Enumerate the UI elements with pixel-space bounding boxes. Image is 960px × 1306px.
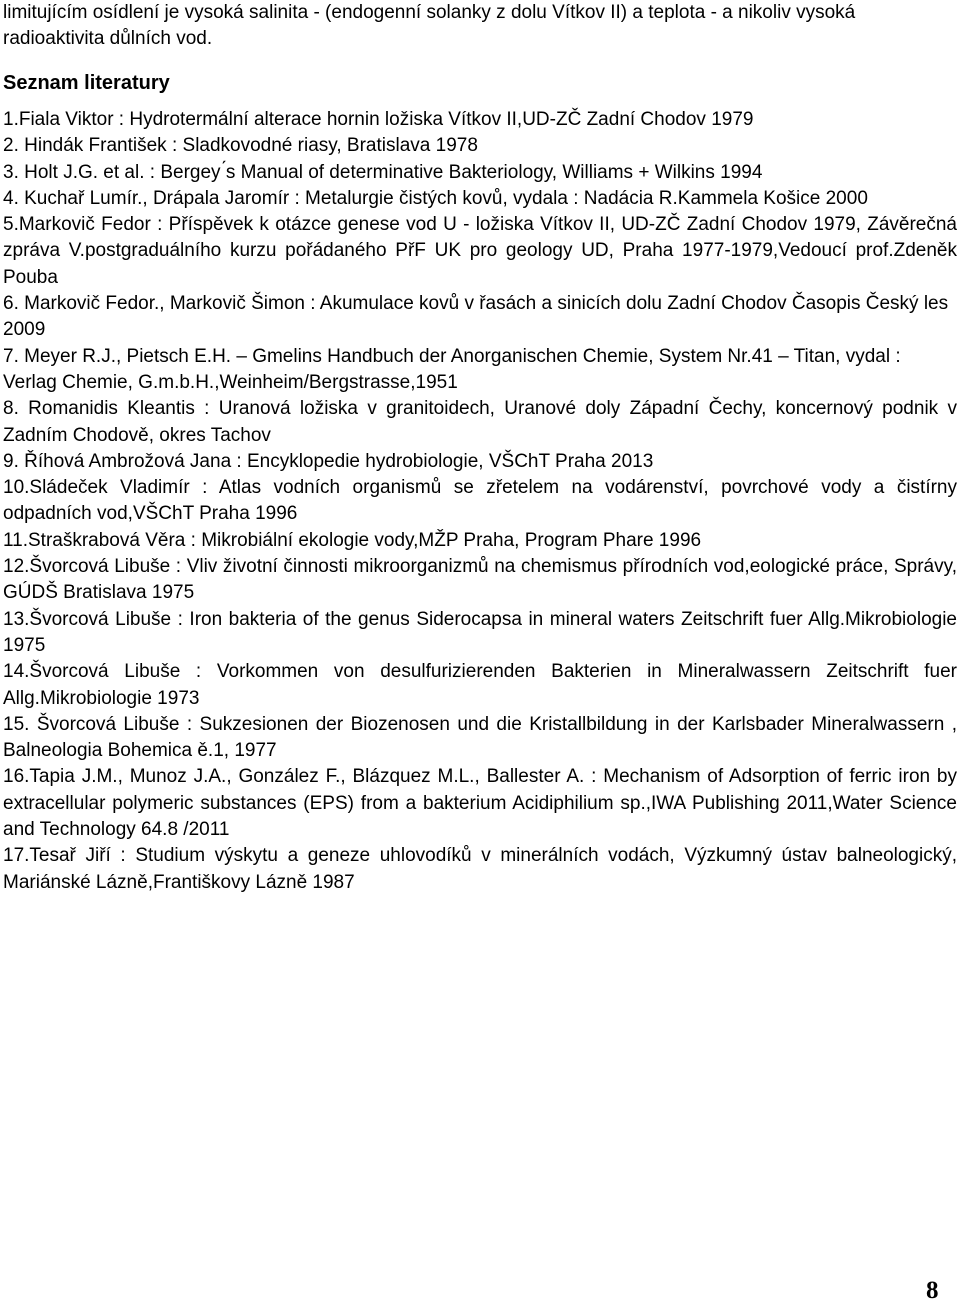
reference-item: 13.Švorcová Libuše : Iron bakteria of the genus Siderocapsa in mineral waters Zeitschrift fuer Allg.Mikrobiologie 1975 xyxy=(3,608,957,656)
reference-item: 8. Romanidis Kleantis : Uranová ložiska v granitoidech, Uranové doly Západní Čechy, koncernový podnik v Zadním Chodově, okres Tachov xyxy=(3,398,957,446)
reference-item: 5.Markovič Fedor : Příspěvek k otázce genese vod U - ložiska Vítkov II, UD-ZČ Zadní Chodov 1979, Závěrečná zpráva V.postgraduálního kurzu pořádaného PřF UK pro geology UD, Praha 1977-1979,Vedoucí prof.Zdeněk Pouba xyxy=(3,214,957,288)
reference-item: 11.Straškrabová Věra : Mikrobiální ekologie vody,MŽP Praha, Program Phare 1996 xyxy=(3,529,702,551)
reference-item: 15. Švorcová Libuše : Sukzesionen der Biozenosen und die Kristallbildung in der Karlsbader Mineralwassern , Balneologia Bohemica ě.1, 1977 xyxy=(3,713,957,762)
reference-item: 16.Tapia J.M., Munoz J.A., González F., Blázquez M.L., Ballester A. : Mechanism of Adsorption of ferric iron by extracellular polymeric substances (EPS) from a bakterium Acidiphilium sp.,IWA Publishing 2011,Water Science and Technology 64.8 /2011 xyxy=(3,766,957,841)
reference-item: 17.Tesař Jiří : Studium výskytu a geneze uhlovodíků v minerálních vodách, Výzkumný ústav balneologický, Mariánské Lázně,Františkovy Lázně 1987 xyxy=(3,845,957,893)
reference-item: 4. Kuchař Lumír., Drápala Jaromír : Metalurgie čistých kovů, vydala : Nadácia R.Kammela Košice 2000 xyxy=(3,187,868,209)
reference-item: 14.Švorcová Libuše : Vorkommen von desulfurizierenden Bakterien in Mineralwassern Zeitschrift fuer Allg.Mikrobiologie 1973 xyxy=(3,661,957,709)
reference-item: 12.Švorcová Libuše : Vliv životní činnosti mikroorganizmů na chemismus přírodních vod,eologické práce, Správy, GÚDŠ Bratislava 1975 xyxy=(3,556,957,604)
reference-item: 10.Sládeček Vladimír : Atlas vodních organismů se zřetelem na vodárenství, povrchové vody a čistírny odpadních vod,VŠChT Praha 1996 xyxy=(3,477,957,525)
reference-list xyxy=(3,107,957,896)
page-number: 8 xyxy=(926,1277,939,1304)
reference-item: 7. Meyer R.J., Pietsch E.H. – Gmelins Handbuch der Anorganischen Chemie, System Nr.41 – Titan, vydal : Verlag Chemie, G.m.b.H.,Weinheim/Bergstrasse,1951 xyxy=(3,345,901,393)
intro-paragraph: limitujícím osídlení je vysoká salinita - (endogenní solanky z dolu Vítkov II) a teplota - a nikoliv vysoká radioaktivita důlních vod. xyxy=(3,2,856,49)
reference-item: 1.Fiala Viktor : Hydrotermální alterace hornin ložiska Vítkov II,UD-ZČ Zadní Chodov 1979 xyxy=(3,109,754,130)
reference-item: 3. Holt J.G. et al. : Bergey ́s Manual of determinative Bakteriology, Williams + Wilkins 1994 xyxy=(3,161,763,183)
reference-item: 2. Hindák František : Sladkovodné riasy, Bratislava 1978 xyxy=(3,135,478,157)
reference-item: 9. Říhová Ambrožová Jana : Encyklopedie hydrobiologie, VŠChT Praha 2013 xyxy=(3,450,654,472)
reference-item: 6. Markovič Fedor., Markovič Šimon : Akumulace kovů v řasách a sinicích dolu Zadní Chodov Časopis Český les 2009 xyxy=(3,293,949,341)
document-page xyxy=(3,0,957,896)
references-heading: Seznam literatury xyxy=(3,72,170,94)
